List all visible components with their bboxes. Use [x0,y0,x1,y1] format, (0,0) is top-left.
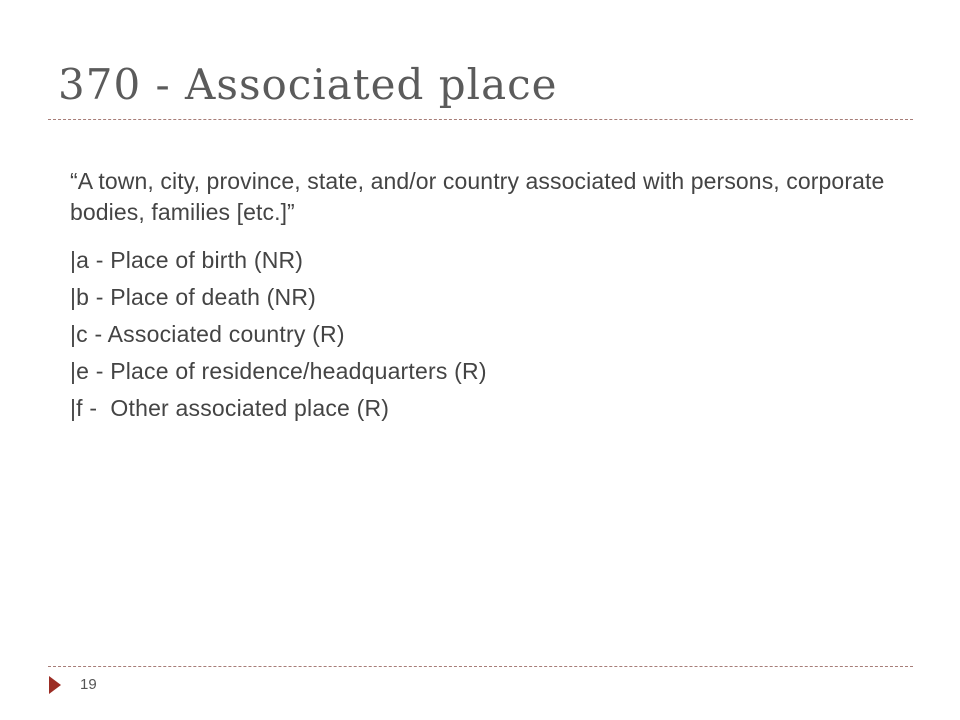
subfield-item-c: |c - Associated country (R) [70,321,345,347]
definition-quote: “A town, city, province, state, and/or country associated with persons, corporate bodies, families [etc.]” [70,168,885,225]
slide-number: 19 [80,676,97,693]
slide-title: 370 - Associated place [58,60,558,109]
subfield-item-a: |a - Place of birth (NR) [70,247,304,273]
title-divider [48,119,913,120]
subfield-list [70,242,930,427]
subfield-item-f: |f - Other associated place (R) [70,395,390,421]
footer-divider [48,666,913,667]
triangle-bullet-icon [49,676,61,694]
subfield-item-b: |b - Place of death (NR) [70,284,316,310]
slide-body [70,166,930,427]
subfield-item-e: |e - Place of residence/headquarters (R) [70,358,487,384]
